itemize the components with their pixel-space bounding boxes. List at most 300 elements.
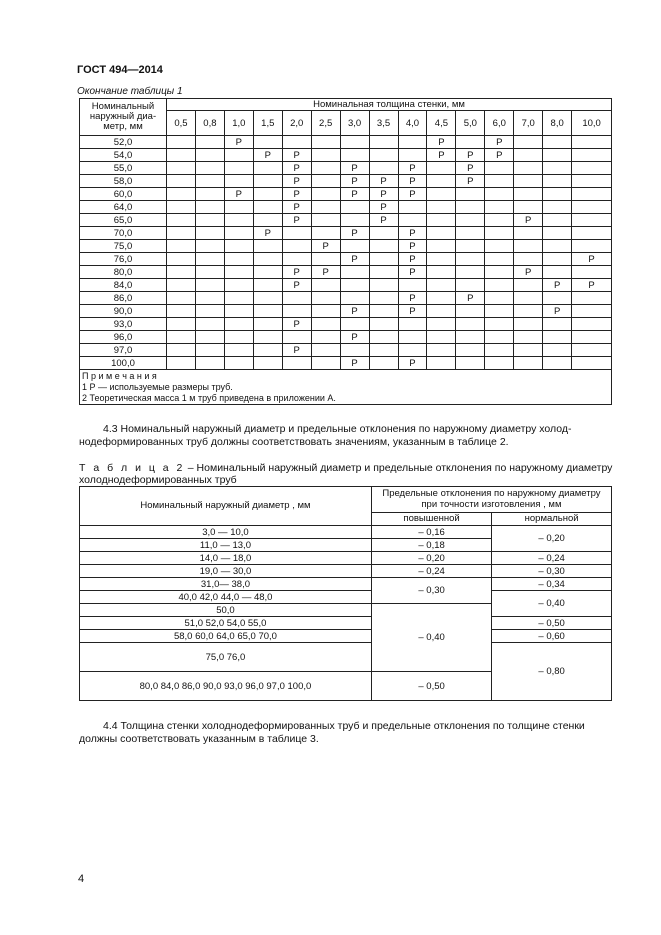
size-cell: [456, 318, 485, 331]
size-cell: [282, 240, 311, 253]
size-cell: [195, 266, 224, 279]
size-cell: [311, 175, 340, 188]
size-cell: [427, 214, 456, 227]
size-cell: P: [572, 279, 612, 292]
size-cell: [224, 318, 253, 331]
size-cell: P: [224, 188, 253, 201]
size-cell: [485, 331, 514, 344]
size-cell: P: [398, 357, 427, 370]
table-row: [80, 617, 612, 630]
t2-increased: – 0,16: [371, 526, 491, 539]
size-cell: [427, 344, 456, 357]
size-cell: [311, 227, 340, 240]
size-cell: [543, 201, 572, 214]
size-cell: [398, 318, 427, 331]
size-cell: [195, 344, 224, 357]
diameter-cell: 96,0: [80, 331, 167, 344]
size-cell: [514, 279, 543, 292]
size-cell: [427, 162, 456, 175]
size-cell: [369, 149, 398, 162]
size-cell: [195, 175, 224, 188]
size-cell: [224, 214, 253, 227]
t2-normal: – 0,80: [492, 643, 612, 701]
size-cell: [398, 331, 427, 344]
size-cell: [253, 136, 282, 149]
size-cell: [398, 136, 427, 149]
table-row: [80, 578, 612, 591]
diameter-cell: 76,0: [80, 253, 167, 266]
t2-col1-header: Номинальный наружный диаметр , мм: [80, 487, 372, 526]
diameter-cell: 93,0: [80, 318, 167, 331]
size-cell: P: [456, 292, 485, 305]
size-cell: [253, 292, 282, 305]
size-cell: [514, 240, 543, 253]
size-cell: [167, 240, 196, 253]
size-cell: [543, 188, 572, 201]
t2-diameter: 80,0 84,0 86,0 90,0 93,0 96,0 97,0 100,0: [80, 672, 372, 701]
size-cell: [485, 162, 514, 175]
table-row: [80, 318, 612, 331]
size-cell: [253, 305, 282, 318]
size-cell: [543, 227, 572, 240]
size-cell: [195, 305, 224, 318]
size-cell: [282, 357, 311, 370]
size-cell: [224, 201, 253, 214]
size-cell: [543, 344, 572, 357]
size-cell: [253, 357, 282, 370]
size-cell: [485, 318, 514, 331]
size-cell: P: [485, 149, 514, 162]
size-cell: [195, 292, 224, 305]
size-cell: [340, 318, 369, 331]
size-cell: [369, 292, 398, 305]
table-row: [80, 643, 612, 672]
size-cell: [514, 149, 543, 162]
size-cell: [195, 331, 224, 344]
t2-normal: – 0,24: [492, 552, 612, 565]
diameter-cell: 65,0: [80, 214, 167, 227]
size-cell: P: [572, 253, 612, 266]
size-cell: [485, 175, 514, 188]
size-cell: P: [485, 136, 514, 149]
size-cell: [543, 331, 572, 344]
paragraph-4-4: 4.4 Толщина стенки холоднодеформированных труб и предельные отклонения по толщине стенки должны соответствовать указанным в таблице 3.: [79, 720, 585, 745]
size-cell: P: [224, 136, 253, 149]
table-row: [80, 175, 612, 188]
size-cell: [572, 149, 612, 162]
size-cell: [224, 162, 253, 175]
size-cell: [427, 318, 456, 331]
size-cell: P: [282, 318, 311, 331]
size-cell: P: [398, 227, 427, 240]
t2-increased: – 0,24: [371, 565, 491, 578]
table-row: [80, 266, 612, 279]
size-cell: [456, 331, 485, 344]
size-cell: P: [398, 266, 427, 279]
size-cell: [195, 227, 224, 240]
size-cell: [253, 188, 282, 201]
size-cell: [253, 266, 282, 279]
t2-diameter: 3,0 — 10,0: [80, 526, 372, 539]
size-cell: [514, 305, 543, 318]
size-cell: P: [340, 162, 369, 175]
size-cell: [427, 227, 456, 240]
size-cell: [311, 136, 340, 149]
size-cell: P: [282, 266, 311, 279]
size-cell: [456, 357, 485, 370]
size-cell: [398, 344, 427, 357]
table-row: [80, 565, 612, 578]
document-header: ГОСТ 494—2014: [77, 64, 163, 76]
table2-caption: [79, 462, 619, 486]
table1-caption: Окончание таблицы 1: [77, 86, 183, 97]
size-cell: P: [398, 240, 427, 253]
size-cell: [369, 253, 398, 266]
size-cell: P: [398, 253, 427, 266]
size-cell: [195, 253, 224, 266]
size-cell: [224, 266, 253, 279]
size-cell: [311, 331, 340, 344]
size-cell: [167, 292, 196, 305]
thickness-col-header: 6,0: [485, 111, 514, 136]
thickness-col-header: 7,0: [514, 111, 543, 136]
size-cell: P: [398, 162, 427, 175]
size-cell: [398, 149, 427, 162]
size-cell: P: [427, 149, 456, 162]
t2-increased: – 0,40: [371, 604, 491, 672]
table-row: [80, 188, 612, 201]
table2-caption-text: – Номинальный наружный диаметр и предельные отклонения по наружному диаметру холоднодеформированных труб: [79, 462, 613, 486]
thickness-col-header: 10,0: [572, 111, 612, 136]
size-cell: P: [253, 227, 282, 240]
size-cell: [167, 344, 196, 357]
t2-normal: – 0,30: [492, 565, 612, 578]
size-cell: [572, 162, 612, 175]
sub-increased: повышенной: [371, 512, 491, 525]
page-number: 4: [78, 873, 85, 885]
diameter-cell: 58,0: [80, 175, 167, 188]
thickness-col-header: 2,5: [311, 111, 340, 136]
size-cell: [456, 214, 485, 227]
size-cell: [253, 331, 282, 344]
size-cell: [543, 149, 572, 162]
table-row: [80, 630, 612, 643]
size-cell: [311, 149, 340, 162]
thickness-col-header: 4,0: [398, 111, 427, 136]
table-row: [80, 526, 612, 539]
table-row: [80, 162, 612, 175]
size-cell: [485, 279, 514, 292]
size-cell: [340, 201, 369, 214]
size-cell: P: [427, 136, 456, 149]
size-cell: [195, 357, 224, 370]
thickness-col-header: 1,5: [253, 111, 282, 136]
size-cell: P: [398, 292, 427, 305]
size-cell: [456, 227, 485, 240]
size-cell: [167, 318, 196, 331]
size-cell: [398, 201, 427, 214]
size-cell: [485, 214, 514, 227]
size-cell: [167, 305, 196, 318]
size-cell: [369, 227, 398, 240]
t2-normal: – 0,60: [492, 630, 612, 643]
diameter-cell: 55,0: [80, 162, 167, 175]
t2-increased: – 0,18: [371, 539, 491, 552]
diameter-cell: 86,0: [80, 292, 167, 305]
size-cell: [253, 201, 282, 214]
size-cell: [485, 253, 514, 266]
size-cell: P: [340, 305, 369, 318]
size-cell: [572, 188, 612, 201]
size-cell: [369, 240, 398, 253]
size-cell: [340, 344, 369, 357]
thickness-col-header: 4,5: [427, 111, 456, 136]
size-cell: [369, 305, 398, 318]
table-row: [80, 227, 612, 240]
size-cell: [543, 162, 572, 175]
size-cell: P: [543, 279, 572, 292]
size-cell: [167, 175, 196, 188]
table2-caption-label: Т а б л и ц а 2: [79, 462, 185, 474]
size-cell: [485, 344, 514, 357]
size-cell: [224, 253, 253, 266]
size-cell: [427, 331, 456, 344]
table-row: [80, 201, 612, 214]
size-cell: [167, 162, 196, 175]
size-cell: P: [398, 188, 427, 201]
size-cell: [543, 266, 572, 279]
size-cell: P: [282, 175, 311, 188]
t2-increased: – 0,30: [371, 578, 491, 604]
size-cell: [543, 292, 572, 305]
size-cell: [369, 136, 398, 149]
note-line: 2 Теоретическая масса 1 м труб приведена в приложении А.: [82, 392, 336, 403]
size-cell: [456, 305, 485, 318]
size-cell: [543, 214, 572, 227]
size-cell: P: [340, 227, 369, 240]
size-cell: P: [369, 201, 398, 214]
size-cell: [311, 357, 340, 370]
size-cell: [427, 357, 456, 370]
size-cell: [543, 240, 572, 253]
diameter-cell: 97,0: [80, 344, 167, 357]
size-cell: [167, 266, 196, 279]
size-cell: [398, 214, 427, 227]
table-row: [80, 292, 612, 305]
size-cell: [340, 292, 369, 305]
size-cell: [311, 344, 340, 357]
size-cell: P: [282, 201, 311, 214]
size-cell: [224, 175, 253, 188]
size-cell: [427, 305, 456, 318]
table-row: [80, 136, 612, 149]
table-row: [80, 214, 612, 227]
t2-normal: – 0,50: [492, 617, 612, 630]
size-cell: P: [456, 149, 485, 162]
size-cell: [311, 201, 340, 214]
size-cell: [195, 162, 224, 175]
diameter-header: Номинальный наружный диа-метр, мм: [80, 99, 167, 136]
size-cell: [195, 188, 224, 201]
size-cell: P: [340, 253, 369, 266]
size-cell: P: [369, 175, 398, 188]
size-cell: [340, 136, 369, 149]
table-row: [80, 149, 612, 162]
size-cell: [572, 357, 612, 370]
table2: [79, 486, 612, 701]
size-cell: [224, 305, 253, 318]
size-cell: [282, 253, 311, 266]
size-cell: [195, 214, 224, 227]
table-row: [80, 305, 612, 318]
size-cell: [195, 201, 224, 214]
size-cell: P: [398, 175, 427, 188]
size-cell: [195, 240, 224, 253]
size-cell: [456, 201, 485, 214]
size-cell: [572, 305, 612, 318]
size-cell: [253, 162, 282, 175]
size-cell: [369, 279, 398, 292]
size-cell: [369, 162, 398, 175]
size-cell: [485, 240, 514, 253]
thickness-col-header: 3,5: [369, 111, 398, 136]
size-cell: P: [340, 175, 369, 188]
size-cell: [224, 331, 253, 344]
size-cell: [398, 279, 427, 292]
size-cell: P: [456, 175, 485, 188]
size-cell: [282, 292, 311, 305]
size-cell: [167, 357, 196, 370]
size-cell: [282, 305, 311, 318]
size-cell: P: [340, 188, 369, 201]
size-cell: [427, 279, 456, 292]
size-cell: [456, 344, 485, 357]
size-cell: [427, 240, 456, 253]
table1-notes: [80, 370, 612, 405]
size-cell: [195, 136, 224, 149]
size-cell: [253, 253, 282, 266]
diameter-cell: 84,0: [80, 279, 167, 292]
table-row: [80, 240, 612, 253]
diameter-cell: 75,0: [80, 240, 167, 253]
size-cell: [369, 357, 398, 370]
size-cell: P: [398, 305, 427, 318]
size-cell: P: [282, 344, 311, 357]
size-cell: [572, 344, 612, 357]
size-cell: [543, 318, 572, 331]
size-cell: [456, 253, 485, 266]
size-cell: [195, 318, 224, 331]
table-row: [80, 331, 612, 344]
size-cell: [253, 279, 282, 292]
size-cell: [543, 175, 572, 188]
size-cell: [427, 266, 456, 279]
size-cell: P: [514, 266, 543, 279]
size-cell: [340, 266, 369, 279]
size-cell: [514, 136, 543, 149]
t2-diameter: 50,0: [80, 604, 372, 617]
size-cell: [456, 279, 485, 292]
diameter-cell: 90,0: [80, 305, 167, 318]
size-cell: [224, 344, 253, 357]
t2-diameter: 11,0 — 13,0: [80, 539, 372, 552]
size-cell: P: [340, 357, 369, 370]
diameter-cell: 80,0: [80, 266, 167, 279]
table-row: [80, 253, 612, 266]
size-cell: [311, 162, 340, 175]
size-cell: [572, 175, 612, 188]
size-cell: [282, 227, 311, 240]
size-cell: [311, 318, 340, 331]
size-cell: [427, 292, 456, 305]
table1: [79, 98, 612, 405]
t2-normal: – 0,40: [492, 591, 612, 617]
diameter-cell: 70,0: [80, 227, 167, 240]
table-row: [80, 552, 612, 565]
size-cell: [485, 305, 514, 318]
size-cell: [427, 253, 456, 266]
size-cell: [253, 214, 282, 227]
t2-normal: – 0,20: [492, 526, 612, 552]
size-cell: [572, 227, 612, 240]
t2-diameter: 58,0 60,0 64,0 65,0 70,0: [80, 630, 372, 643]
size-cell: P: [311, 240, 340, 253]
size-cell: [485, 201, 514, 214]
size-cell: [167, 279, 196, 292]
size-cell: P: [369, 214, 398, 227]
t2-diameter: 31,0— 38,0: [80, 578, 372, 591]
size-cell: [167, 253, 196, 266]
size-cell: [456, 266, 485, 279]
size-cell: [485, 292, 514, 305]
table-row: [80, 344, 612, 357]
size-cell: [514, 188, 543, 201]
size-cell: [167, 136, 196, 149]
size-cell: [340, 240, 369, 253]
size-cell: [253, 240, 282, 253]
size-cell: [224, 357, 253, 370]
size-cell: [514, 253, 543, 266]
size-cell: [253, 318, 282, 331]
thickness-col-header: 0,5: [167, 111, 196, 136]
t2-normal: – 0,34: [492, 578, 612, 591]
t2-diameter: 40,0 42,0 44,0 — 48,0: [80, 591, 372, 604]
size-cell: [311, 188, 340, 201]
size-cell: [514, 357, 543, 370]
table-row: [80, 357, 612, 370]
diameter-cell: 52,0: [80, 136, 167, 149]
size-cell: [195, 279, 224, 292]
table-row: [80, 591, 612, 604]
size-cell: [311, 253, 340, 266]
diameter-cell: 60,0: [80, 188, 167, 201]
size-cell: [543, 357, 572, 370]
size-cell: [514, 201, 543, 214]
size-cell: [311, 279, 340, 292]
thickness-col-header: 5,0: [456, 111, 485, 136]
size-cell: [572, 136, 612, 149]
size-cell: P: [514, 214, 543, 227]
size-cell: [195, 149, 224, 162]
size-cell: [369, 318, 398, 331]
size-cell: [572, 292, 612, 305]
thickness-col-header: 2,0: [282, 111, 311, 136]
size-cell: [514, 292, 543, 305]
size-cell: [167, 331, 196, 344]
size-cell: P: [282, 188, 311, 201]
note-line: 1 Р — используемые размеры труб.: [82, 381, 233, 392]
table1-header-row: [80, 99, 612, 111]
